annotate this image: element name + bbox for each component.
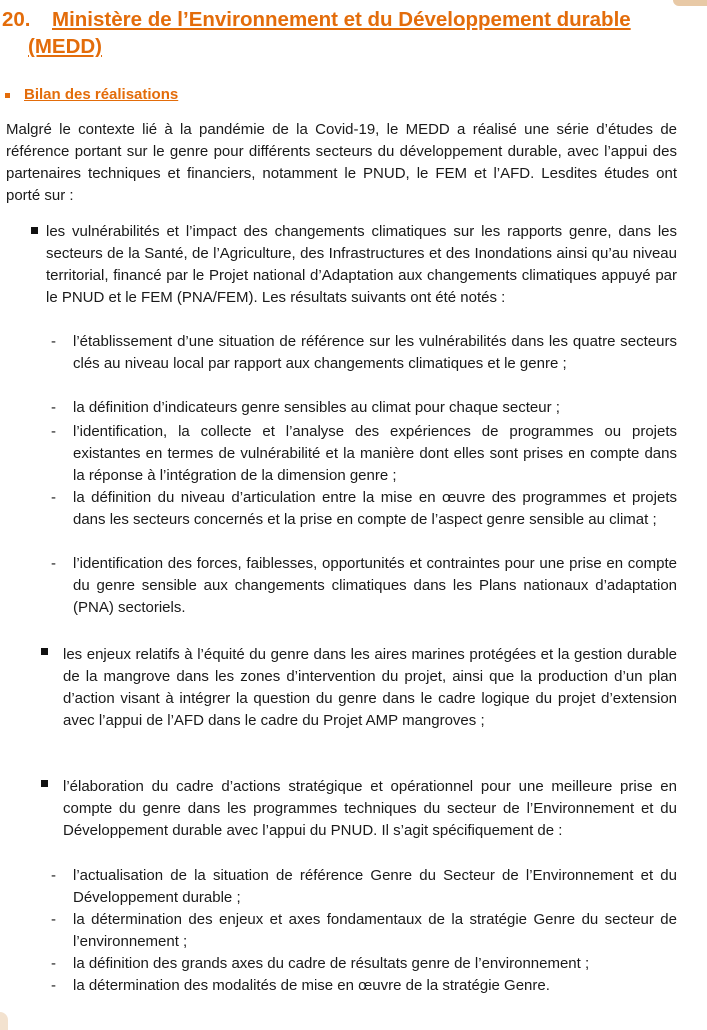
section-title-line2: (MEDD) (28, 35, 103, 58)
square-bullet-icon (41, 780, 48, 787)
intro-paragraph: Malgré le contexte lié à la pandémie de la Covid-19, le MEDD a réalisé une série d’études de référence portant sur le genre pour différents secteurs du développement durable, avec l’appui des partenaires techniques et financiers, notamment le PNUD, le FEM et l’AFD. Lesdites études ont porté sur : (6, 121, 677, 204)
section-number: 20. (2, 8, 31, 31)
subheading-label: Bilan des réalisations (24, 86, 179, 103)
dash-icon: - (51, 555, 56, 572)
dash-icon: - (51, 489, 56, 506)
dash-icon: - (51, 333, 56, 350)
list-item: l’identification des forces, faiblesses, opportunités et contraintes pour une prise en compte du genre sensible aux changements climatiques dans les Plans nationaux d’adaptation (PNA) sectoriels. (73, 555, 677, 616)
page-corner-decoration-bottom (0, 1012, 8, 1030)
dash-icon: - (51, 911, 56, 928)
list-item: l’actualisation de la situation de référence Genre du Secteur de l’Environnement et du Développement durable ; (73, 867, 677, 906)
list-item: l’établissement d’une situation de référence sur les vulnérabilités dans les quatre secteurs clés au niveau local par rapport aux changements climatiques et le genre ; (73, 333, 677, 372)
square-bullet-icon (31, 227, 38, 234)
subheading (5, 85, 505, 105)
list-item: la définition du niveau d’articulation entre la mise en œuvre des programmes et projets dans les secteurs concernés et la prise en compte de l’aspect genre sensible au climat ; (73, 489, 677, 528)
list-item: l’identification, la collecte et l’analyse des expériences de programmes ou projets existantes en termes de vulnérabilité et la manière dont elles sont prises en compte dans la réponse à l’intégration de la dimension genre ; (73, 423, 677, 484)
square-bullet-icon (5, 93, 10, 98)
list-item: la définition d’indicateurs genre sensibles au climat pour chaque secteur ; (73, 399, 560, 416)
dash-icon: - (51, 399, 56, 416)
bullet-paragraph: les enjeux relatifs à l’équité du genre dans les aires marines protégées et la gestion durable de la mangrove dans les zones d’intervention du projet, ainsi que la production d’un plan d’action visant à intégrer la question du genre dans le cadre logique du projet d’extension avec l’appui de l’AFD dans le cadre du Projet AMP mangroves ; (63, 646, 677, 729)
bullet-paragraph: les vulnérabilités et l’impact des changements climatiques sur les rapports genre, dans les secteurs de la Santé, de l’Agriculture, des Infrastructures et des Inondations ainsi qu’au niveau territorial, financé par le Projet national d’Adaptation aux changements climatiques appuyé par le PNUD et le FEM (PNA/FEM). Les résultats suivants ont été notés : (46, 223, 677, 306)
list-item: la détermination des enjeux et axes fondamentaux de la stratégie Genre du secteur de l’environnement ; (73, 911, 677, 950)
section-title-line1: Ministère de l’Environnement et du Développement durable (52, 8, 631, 31)
section-title (2, 6, 692, 60)
bullet-paragraph: l’élaboration du cadre d’actions stratégique et opérationnel pour une meilleure prise en compte du genre dans les programmes techniques du secteur de l’Environnement et du Développement durable avec l’appui du PNUD. Il s’agit spécifiquement de : (63, 778, 677, 839)
dash-icon: - (51, 423, 56, 440)
square-bullet-icon (41, 648, 48, 655)
dash-icon: - (51, 977, 56, 994)
list-item: la définition des grands axes du cadre de résultats genre de l’environnement ; (73, 955, 590, 972)
dash-icon: - (51, 955, 56, 972)
dash-icon: - (51, 867, 56, 884)
list-item: la détermination des modalités de mise en œuvre de la stratégie Genre. (73, 977, 550, 994)
